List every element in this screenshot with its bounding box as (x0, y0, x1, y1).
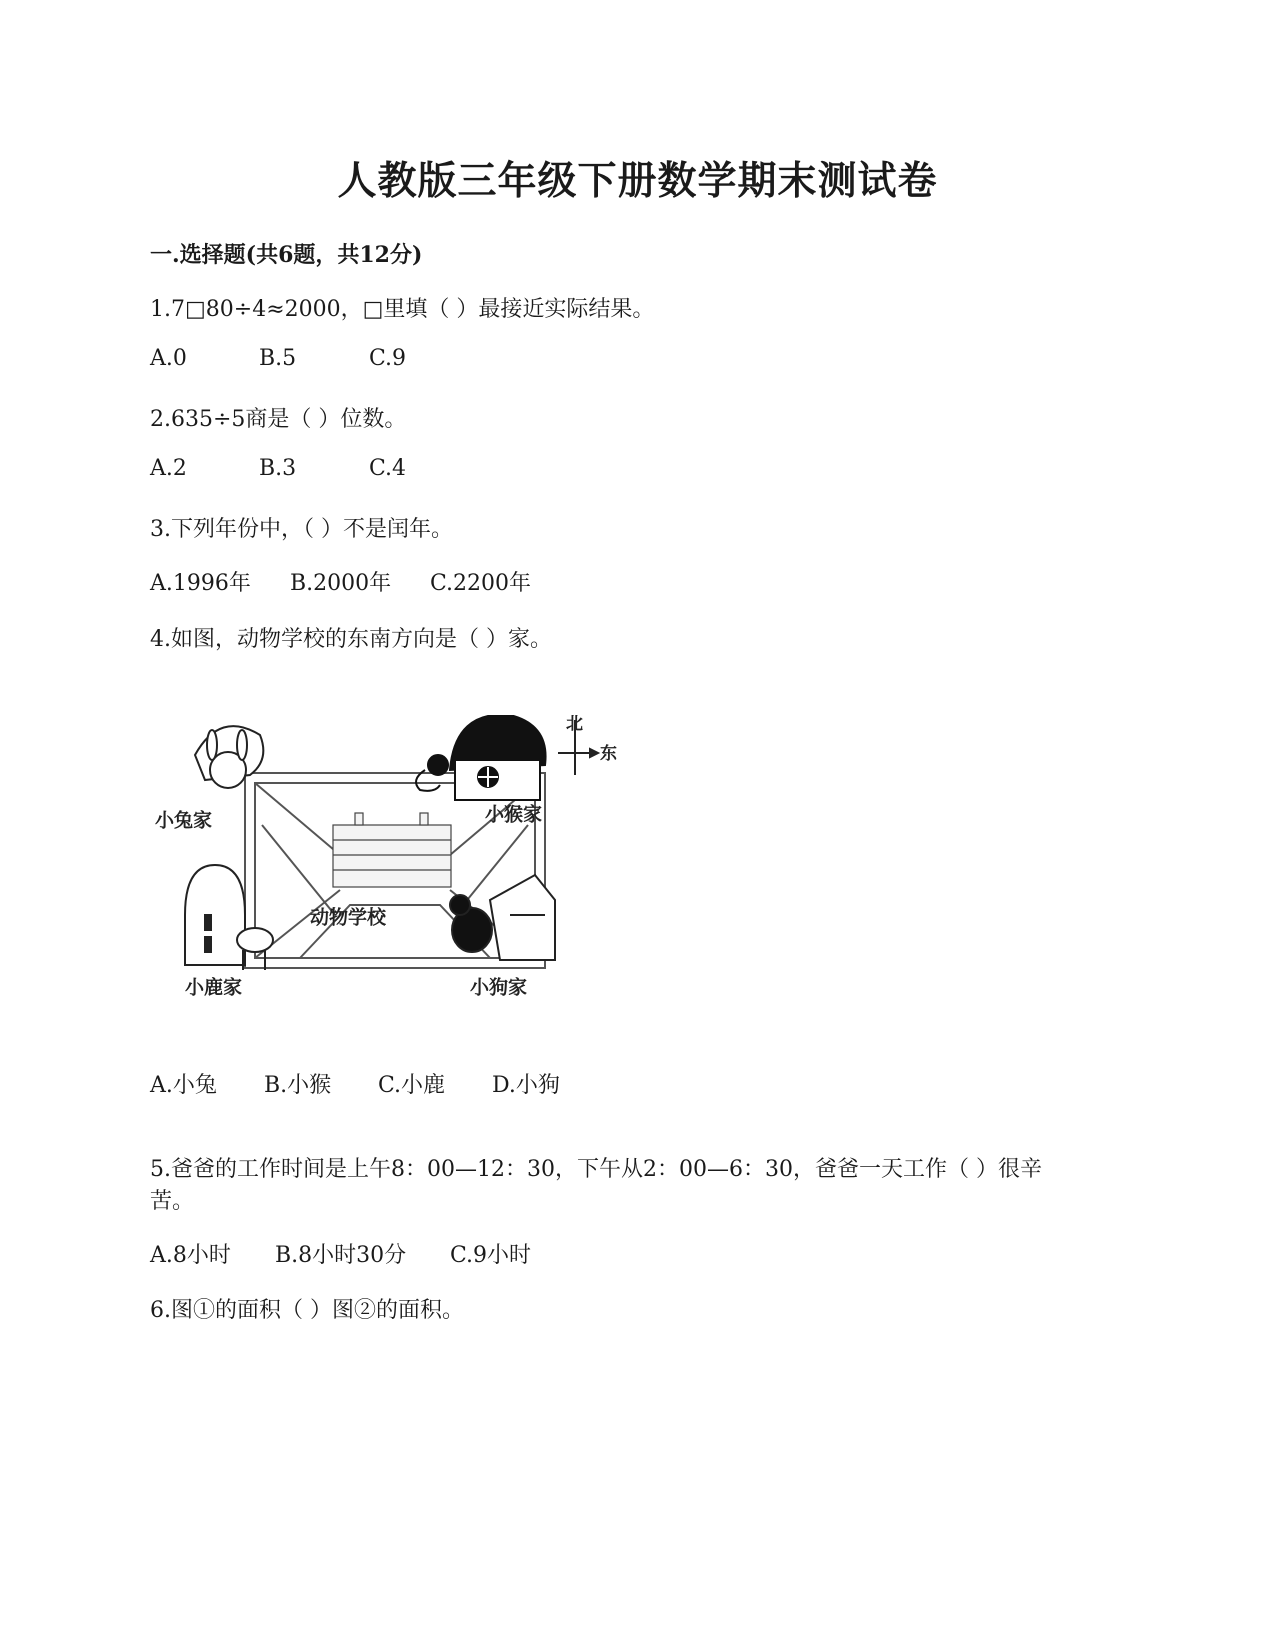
q2-option-c: C.4 (369, 456, 407, 481)
deer-home-label: 小鹿家 (185, 976, 243, 999)
question-5-stem-line2: 苦。 (150, 1189, 195, 1214)
q4-option-c: C.小鹿 (378, 1073, 446, 1098)
east-label: 东 (600, 744, 617, 764)
q4-option-a: A.小兔 (150, 1073, 217, 1098)
q1-option-a: A.0 (150, 346, 187, 371)
q3-option-c: C.2200年 (430, 571, 532, 596)
q3-option-b: B.2000年 (290, 571, 392, 596)
q1-option-b: B.5 (259, 346, 297, 371)
monkey-home-label: 小猴家 (485, 803, 543, 826)
rabbit-home-icon (195, 726, 263, 788)
q3-option-a: A.1996年 (150, 571, 251, 596)
section-heading: 一.选择题(共6题，共12分) (150, 242, 423, 268)
dog-home-icon (450, 875, 555, 960)
direction-map-figure (150, 715, 630, 1055)
question-3-stem: 3.下列年份中，（ ）不是闰年。 (150, 517, 453, 542)
monkey-home-icon (416, 715, 546, 800)
q1-option-c: C.9 (369, 346, 407, 371)
q2-option-b: B.3 (259, 456, 297, 481)
dog-home-label: 小狗家 (470, 976, 528, 999)
direction-map-svg (150, 715, 630, 1055)
q4-option-b: B.小猴 (264, 1073, 332, 1098)
q2-option-a: A.2 (150, 456, 187, 481)
q5-option-b: B.8小时30分 (275, 1243, 407, 1268)
question-1-stem: 1.7□80÷4≈2000，□里填（ ）最接近实际结果。 (150, 297, 655, 322)
question-2-stem: 2.635÷5商是（ ）位数。 (150, 407, 407, 432)
rabbit-home-label: 小兔家 (155, 809, 213, 832)
q4-option-d: D.小狗 (492, 1073, 560, 1098)
question-5-stem-line1: 5.爸爸的工作时间是上午8：00—12：30，下午从2：00—6：30，爸爸一天工作（ ）很辛 (150, 1157, 1042, 1182)
question-6-stem: 6.图①的面积（ ）图②的面积。 (150, 1298, 464, 1323)
q5-option-c: C.9小时 (450, 1243, 532, 1268)
question-4-stem: 4.如图，动物学校的东南方向是（ ）家。 (150, 627, 552, 652)
school-building-icon (333, 813, 451, 887)
page-title: 人教版三年级下册数学期末测试卷 (337, 158, 938, 204)
q5-option-a: A.8小时 (150, 1243, 231, 1268)
north-label: 北 (566, 715, 583, 734)
school-label: 动物学校 (310, 906, 387, 929)
